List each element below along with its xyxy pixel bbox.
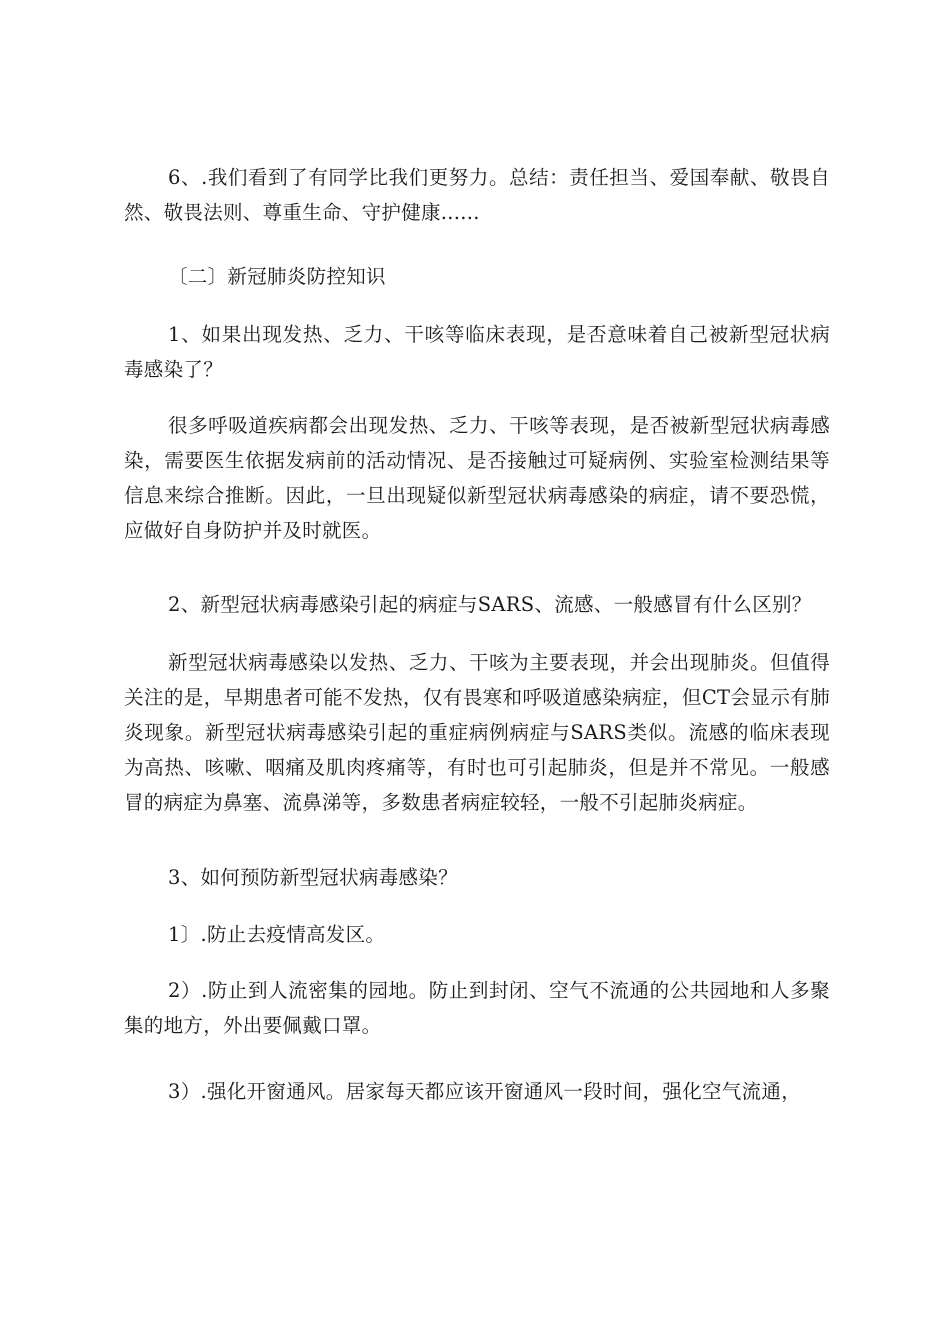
prevention-item-2: 2）.防止到人流密集的园地。防止到封闭、空气不流通的公共园地和人多聚集的地方，外出要佩戴口罩。 [124, 979, 830, 1037]
prevention-item-3: 3）.强化开窗通风。居家每天都应该开窗通风一段时间，强化空气流通， [168, 1080, 802, 1103]
question-2: 2、新型冠状病毒感染引起的病症与SARS、流感、一般感冒有什么区别？ [168, 593, 812, 616]
question-3: 3、如何预防新型冠状病毒感染？ [168, 866, 458, 889]
section-heading: 〔二〕新冠肺炎防控知识 [168, 265, 386, 288]
paragraph-summary: 6、.我们看到了有同学比我们更努力。总结：责任担当、爱国奉献、敬畏自然、敬畏法则、尊重生命、守护健康...... [124, 166, 830, 224]
question-1: 1、如果出现发热、乏力、干咳等临床表现，是否意味着自己被新型冠状病毒感染了？ [124, 323, 830, 381]
prevention-item-1: 1〕.防止去疫情高发区。 [168, 923, 386, 946]
answer-2: 新型冠状病毒感染以发热、乏力、干咳为主要表现，并会出现肺炎。但值得关注的是，早期患者可能不发热，仅有畏寒和呼吸道感染病症，但CT会显示有肺炎现象。新型冠状病毒感染引起的重症病例病症与SARS类似。流感的临床表现为高热、咳嗽、咽痛及肌肉疼痛等，有时也可引起肺炎，但是并不常见。一般感冒的病症为鼻塞、流鼻涕等，多数患者病症较轻，一般不引起肺炎病症。 [124, 651, 830, 814]
answer-1: 很多呼吸道疾病都会出现发热、乏力、干咳等表现，是否被新型冠状病毒感染，需要医生依据发病前的活动情况、是否接触过可疑病例、实验室检测结果等信息来综合推断。因此，一旦出现疑似新型冠状病毒感染的病症，请不要恐慌，应做好自身防护并及时就医。 [124, 414, 830, 542]
